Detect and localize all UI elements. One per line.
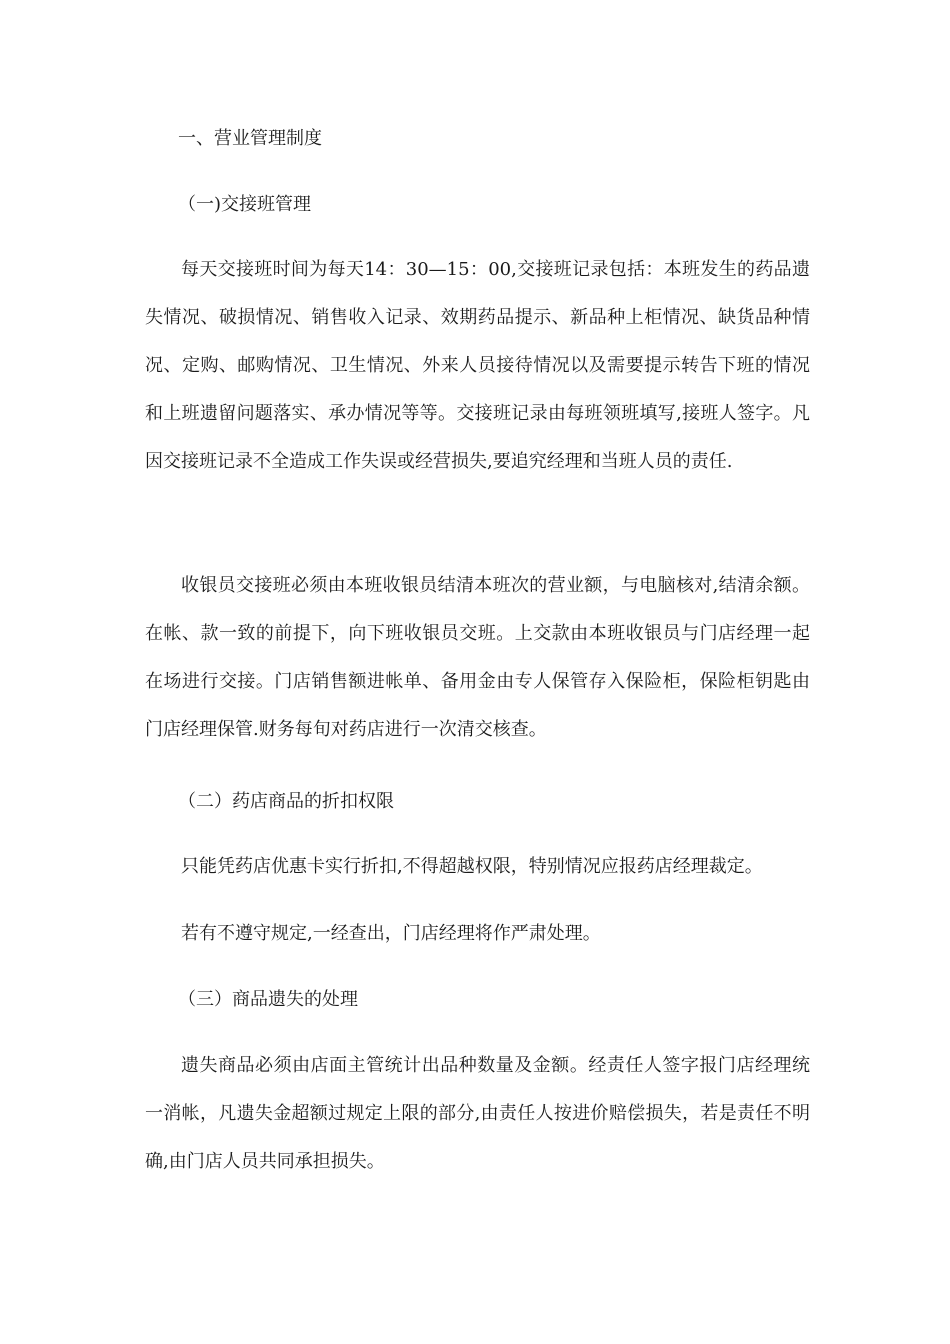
paragraph-discount-rule: 只能凭药店优惠卡实行折扣,不得超越权限，特别情况应报药店经理裁定。 [181, 856, 763, 877]
section-title: 一、营业管理制度 [178, 128, 322, 149]
paragraph-handover-record: 每天交接班时间为每天14：30—15：00,交接班记录包括：本班发生的药品遗失情况、破损情况、销售收入记录、效期药品提示、新品种上柜情况、缺货品种情况、定购、邮购情况、卫生情况、外来人员接待情况以及需要提示转告下班的情况和上班遗留问题落实、承办情况等等。交接班记录由每班领班填写,接班人签字。凡因交接班记录不全造成工作失误或经营损失,要追究经理和当班人员的责任. [145, 259, 810, 472]
subsection-title-handover: （一)交接班管理 [178, 194, 312, 215]
subsection-title-discount: （二）药店商品的折扣权限 [178, 791, 394, 812]
paragraph-cashier-handover: 收银员交接班必须由本班收银员结清本班次的营业额，与电脑核对,结清余额。在帐、款一致的前提下，向下班收银员交班。上交款由本班收银员与门店经理一起在场进行交接。门店销售额进帐单、备用金由专人保管存入保险柜，保险柜钥匙由门店经理保管.财务每旬对药店进行一次清交核查。 [145, 575, 810, 740]
paragraph-discount-penalty: 若有不遵守规定,一经查出，门店经理将作严肃处理。 [181, 923, 601, 944]
subsection-title-lost-goods: （三）商品遗失的处理 [178, 989, 358, 1010]
paragraph-lost-goods: 遗失商品必须由店面主管统计出品种数量及金额。经责任人签字报门店经理统一消帐，凡遗失金超额过规定上限的部分,由责任人按进价赔偿损失，若是责任不明确,由门店人员共同承担损失。 [145, 1055, 810, 1172]
